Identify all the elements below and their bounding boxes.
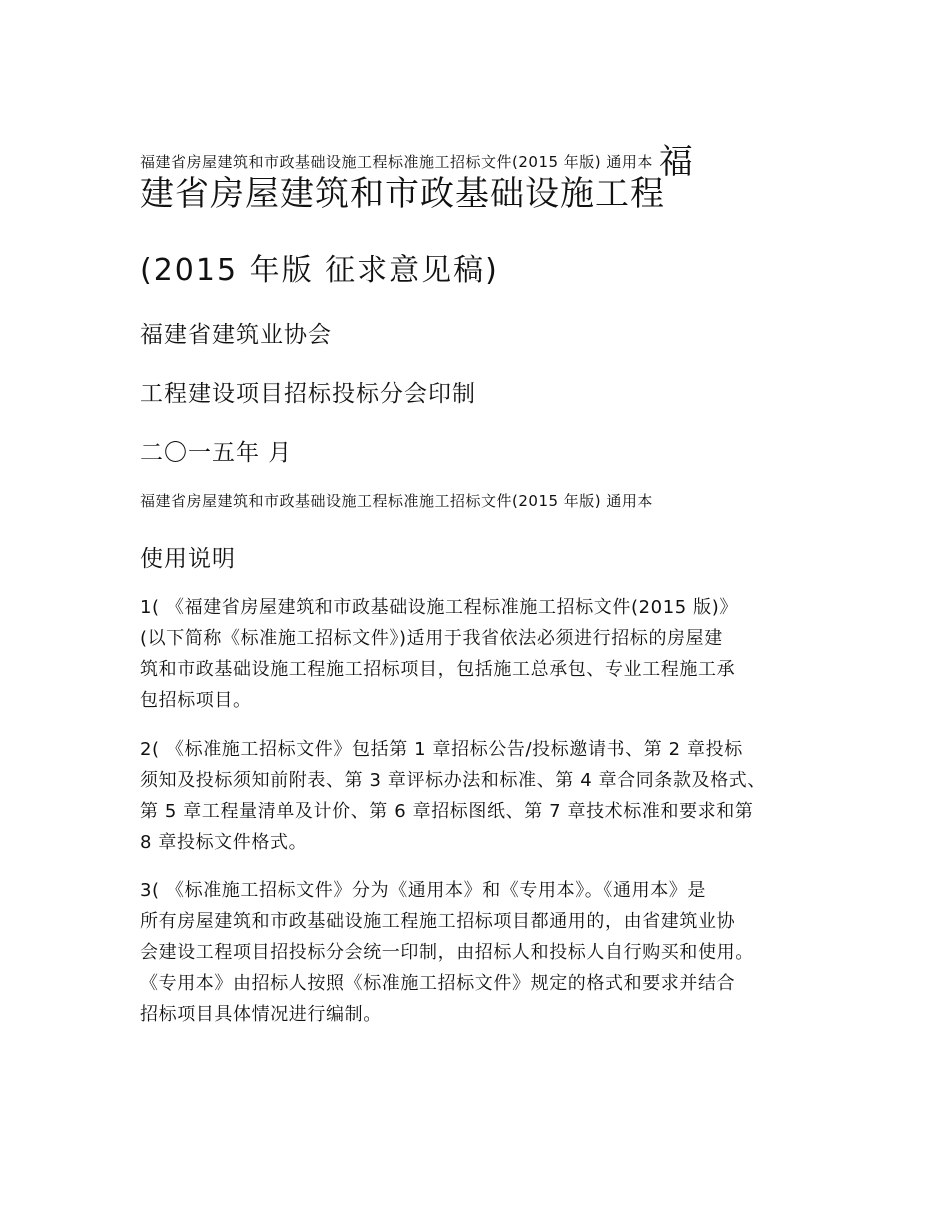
usage-paragraph-3 <box>140 875 830 1030</box>
usage-heading: 使用说明 <box>140 546 236 572</box>
usage-paragraph-2 <box>140 734 830 858</box>
running-header: 福建省房屋建筑和市政基础设施工程标准施工招标文件(2015 年版) 通用本 <box>140 153 653 171</box>
paragraph-line: 招标项目具体情况进行编制。 <box>140 1004 382 1025</box>
usage-paragraph-1 <box>140 592 830 716</box>
document-title: 建省房屋建筑和市政基础设施工程 <box>140 174 665 214</box>
title-lead-char: 福 <box>658 142 693 182</box>
running-header-2: 福建省房屋建筑和市政基础设施工程标准施工招标文件(2015 年版) 通用本 <box>140 492 653 510</box>
paragraph-line: 8 章投标文件格式。 <box>140 832 308 853</box>
paragraph-line: 会建设工程项目招投标分会统一印制，由招标人和投标人自行购买和使用。 <box>140 942 754 963</box>
paragraph-line: 《专用本》由招标人按照《标准施工招标文件》规定的格式和要求并结合 <box>140 973 736 994</box>
paragraph-line: 所有房屋建筑和市政基础设施工程施工招标项目都通用的，由省建筑业协 <box>140 911 736 932</box>
paragraph-line: 包招标项目。 <box>140 690 252 711</box>
publisher-line-2: 工程建设项目招标投标分会印制 <box>140 381 476 407</box>
paragraph-line: 2( 《标准施工招标文件》包括第 1 章招标公告/投标邀请书、第 2 章投标 <box>140 739 743 760</box>
publisher-line-1: 福建省建筑业协会 <box>140 322 332 348</box>
paragraph-line: 3( 《标准施工招标文件》分为《通用本》和《专用本》。《通用本》是 <box>140 880 706 901</box>
paragraph-line: 第 5 章工程量清单及计价、第 6 章招标图纸、第 7 章技术标准和要求和第 <box>140 801 754 822</box>
paragraph-line: 须知及投标须知前附表、第 3 章评标办法和标准、第 4 章合同条款及格式、 <box>140 770 766 791</box>
paragraph-line: 筑和市政基础设施工程施工招标项目，包括施工总承包、专业工程施工承 <box>140 659 736 680</box>
paragraph-line: 1( 《福建省房屋建筑和市政基础设施工程标准施工招标文件(2015 版)》 <box>140 597 738 618</box>
publish-date: 二〇一五年 月 <box>140 440 293 466</box>
edition-label: (2015 年版 征求意见稿) <box>140 253 499 288</box>
paragraph-line: (以下简称《标准施工招标文件》)适用于我省依法必须进行招标的房屋建 <box>140 628 723 649</box>
